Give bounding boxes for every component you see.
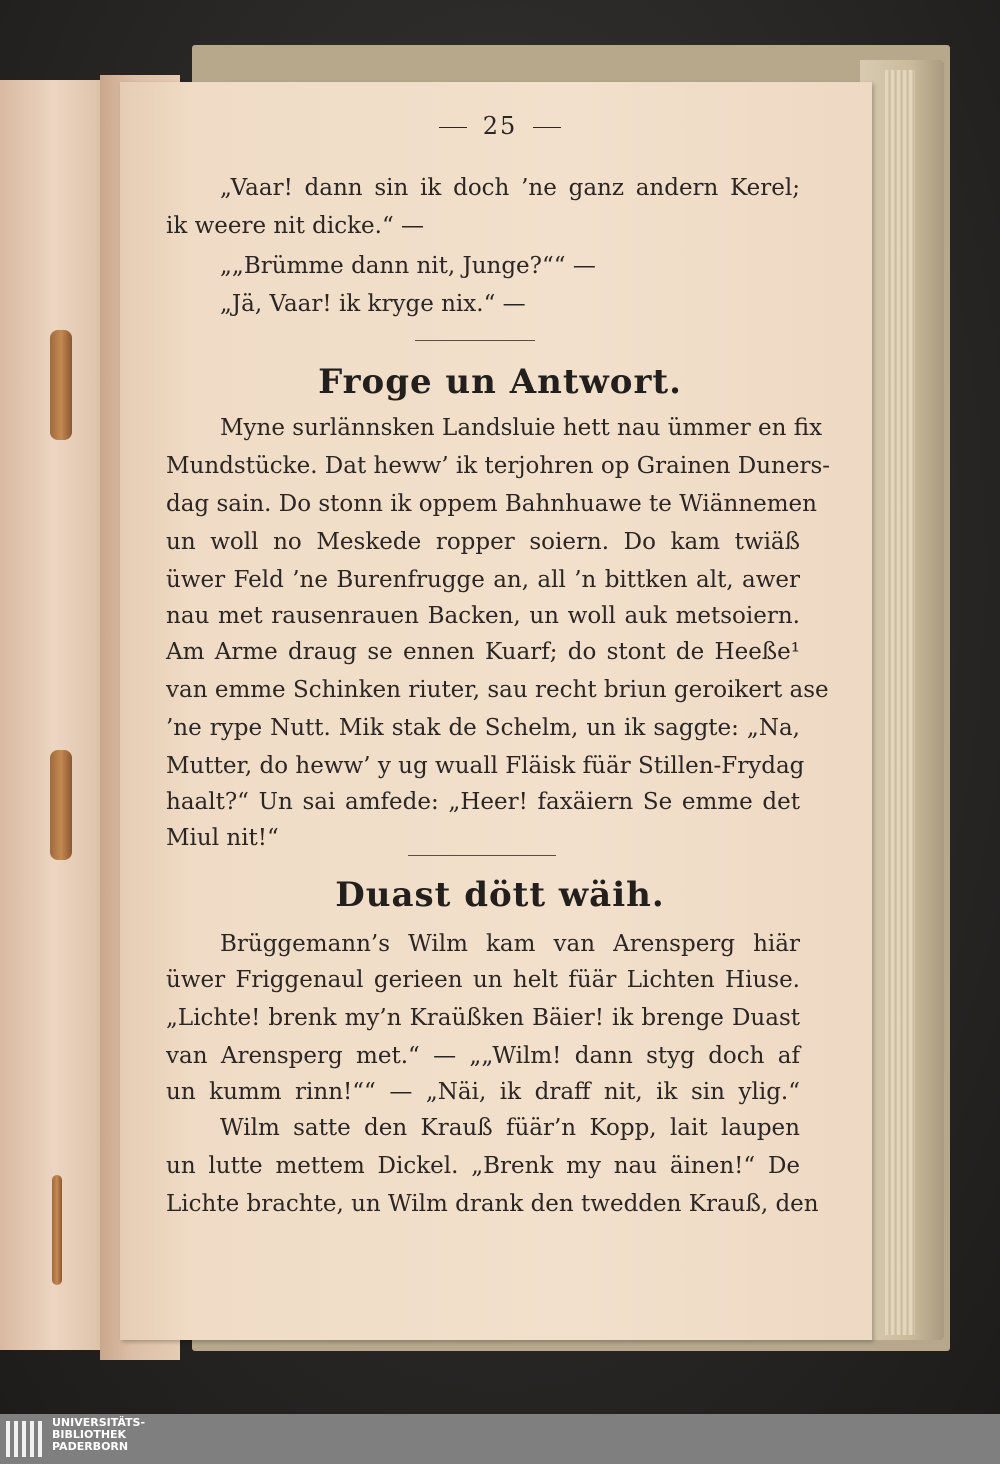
- text-line: üwer Feld ’ne Burenfrugge an, all ’n bittken alt, awer: [166, 567, 800, 593]
- text-line: van Arensperg met.“ — „„Wilm! dann styg doch af: [166, 1043, 800, 1069]
- binding-thread-bottom: [52, 1175, 62, 1285]
- text-line: „Jä, Vaar! ik kryge nix.“ —: [220, 291, 526, 317]
- text-line: Mundstücke. Dat heww’ ik terjohren op Grainen Duners-: [166, 453, 831, 479]
- library-name-line: BIBLIOTHEK: [52, 1428, 127, 1441]
- text-line: Lichte brachte, un Wilm drank den twedden Krauß, den: [166, 1191, 819, 1217]
- library-name: [52, 1417, 145, 1453]
- section-title: Duast dött wäih.: [335, 875, 665, 915]
- text-line: ik weere nit dicke.“ —: [166, 213, 425, 239]
- text-line: nau met rausenrauen Backen, un woll auk metsoiern.: [166, 603, 800, 629]
- text-line: „Vaar! dann sin ik doch ’ne ganz andern Kerel;: [220, 175, 800, 201]
- text-line: ’ne rype Nutt. Mik stak de Schelm, un ik saggte: „Na,: [166, 715, 800, 741]
- text-line: dag sain. Do stonn ik oppem Bahnhuawe te Wiännemen: [166, 491, 817, 517]
- text-line: Myne surlännsken Landsluie hett nau ümmer en fix: [220, 415, 823, 441]
- text-line: Miul nit!“: [166, 825, 279, 851]
- library-logo-icon: [4, 1417, 48, 1461]
- text-line: üwer Friggenaul gerieen un helt füär Lichten Hiuse.: [166, 967, 800, 993]
- text-line: haalt?“ Un sai amfede: „Heer! faxäiern Se emme det: [166, 789, 800, 815]
- section-title: Froge un Antwort.: [318, 362, 682, 402]
- text-line: „Lichte! brenk my’n Kraüßken Bäier! ik brenge Duast: [166, 1005, 800, 1031]
- text-line: Wilm satte den Krauß füär’n Kopp, lait laupen: [220, 1115, 800, 1141]
- page-stack: [885, 70, 915, 1335]
- section-divider: [408, 855, 556, 856]
- text-line: Brüggemann’s Wilm kam van Arensperg hiär: [220, 931, 800, 957]
- text-line: un woll no Meskede ropper soiern. Do kam twiäß: [166, 529, 800, 555]
- text-line: „„Brümme dann nit, Junge?““ —: [220, 253, 596, 279]
- library-footer-bar: [0, 1414, 1000, 1464]
- page-number-value: 25: [482, 112, 518, 140]
- section-divider: [415, 340, 535, 341]
- text-line: Mutter, do heww’ y ug wuall Fläisk füär Stillen-Frydag: [166, 753, 805, 779]
- binding-thread-middle: [50, 750, 72, 860]
- text-line: un lutte mettem Dickel. „Brenk my nau äinen!“ De: [166, 1153, 800, 1179]
- text-line: Am Arme draug se ennen Kuarf; do stont de Heeße¹: [166, 639, 800, 665]
- text-line: un kumm rinn!““ — „Näi, ik draff nit, ik sin ylig.“: [166, 1079, 800, 1105]
- page-number: [0, 112, 1000, 140]
- text-line: van emme Schinken riuter, sau recht briun geroikert ase: [166, 677, 829, 703]
- library-name-line: UNIVERSITÄTS-: [52, 1416, 146, 1429]
- library-name-line: PADERBORN: [52, 1440, 129, 1453]
